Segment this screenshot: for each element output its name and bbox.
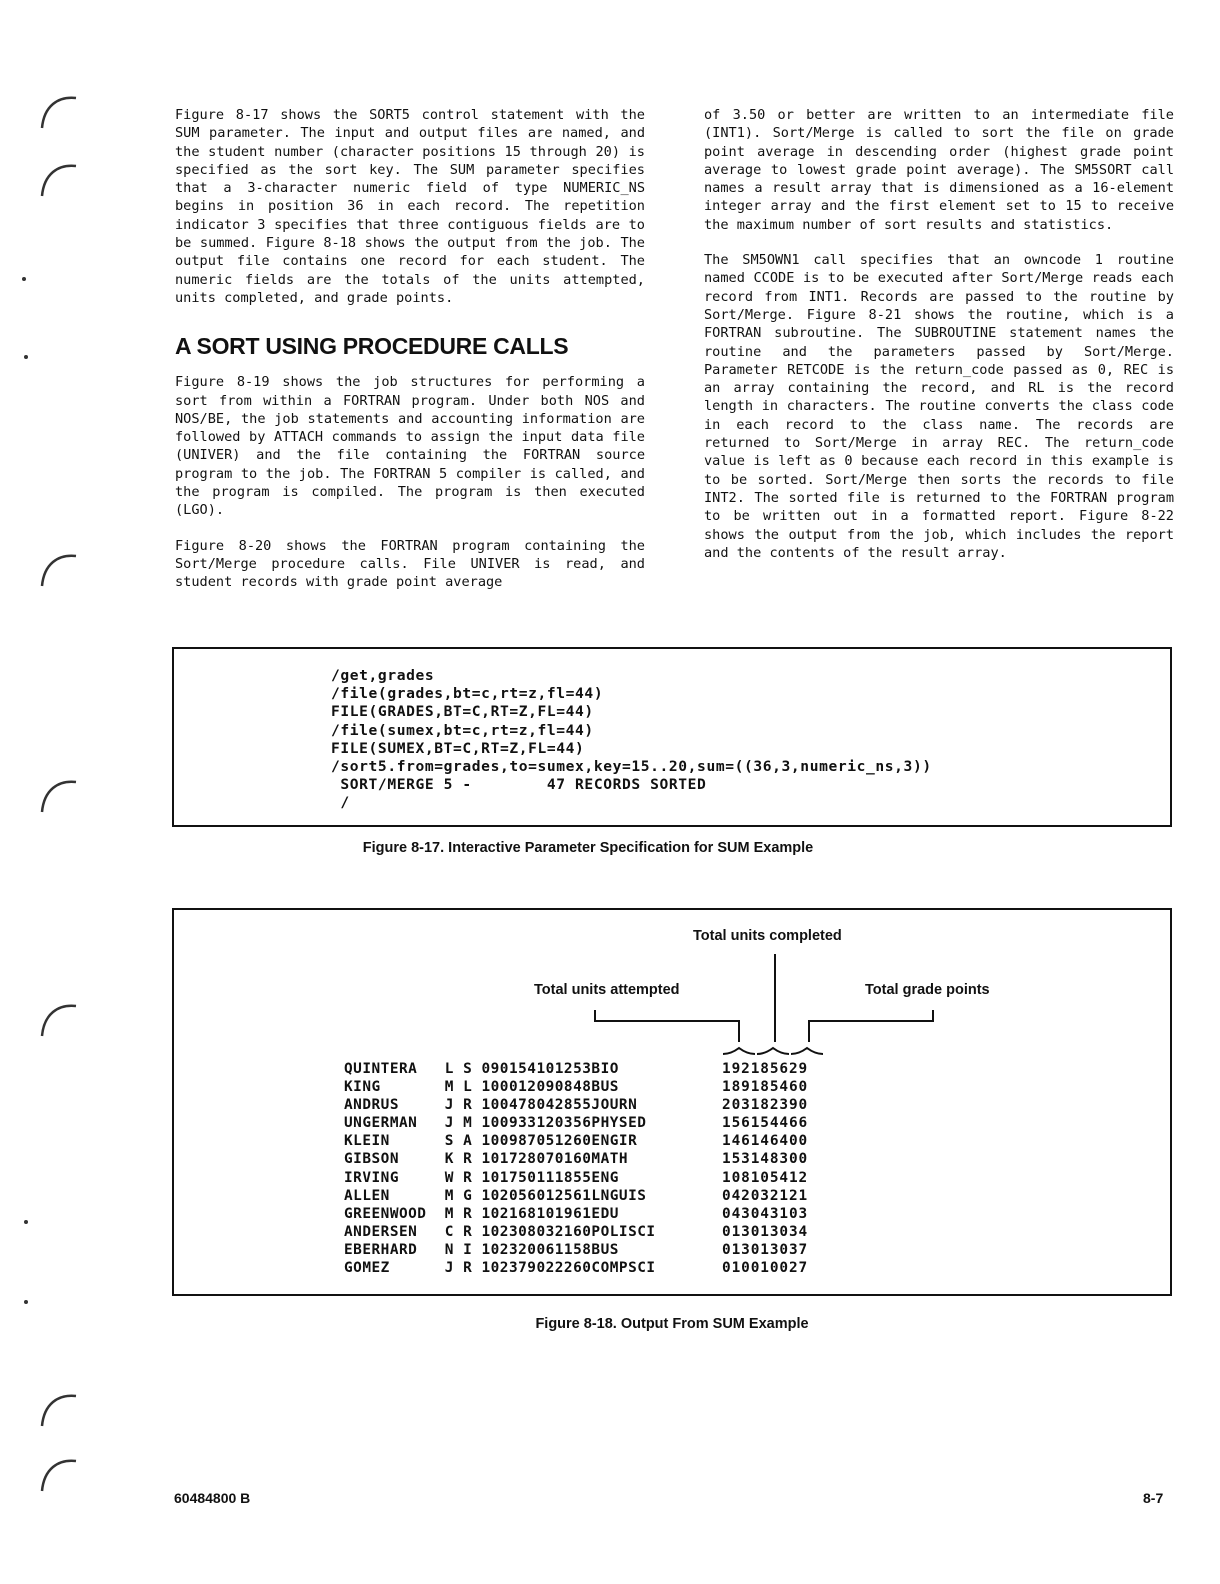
figure-8-18-box — [172, 908, 1172, 1296]
figure-8-18-caption: Figure 8-18. Output From SUM Example — [535, 1316, 809, 1332]
page-number: 8-7 — [1143, 1490, 1164, 1506]
document-number: 60484800 B — [174, 1490, 251, 1506]
scan-dot — [24, 1300, 28, 1304]
code-line: FILE(SUMEX,BT=C,RT=Z,FL=44) — [331, 739, 585, 757]
totals-value: 010010027 — [722, 1260, 809, 1277]
left-column — [175, 106, 645, 609]
totals-value: 189185460 — [722, 1079, 809, 1096]
label-grade-points: Total grade points — [865, 982, 990, 998]
section-heading: A SORT USING PROCEDURE CALLS — [175, 333, 569, 360]
binder-hole-mark — [36, 550, 80, 594]
binder-hole-mark — [36, 92, 80, 136]
totals-value: 013013037 — [722, 1241, 809, 1258]
record-row: QUINTERA L S 090154101253BIO — [344, 1061, 619, 1077]
body-paragraph: of 3.50 or better are written to an intermediate file (INT1). Sort/Merge is called to sort the file on grade point average in descending order (highest grade point average to lowest grade point average). The SM5SORT call names a result array that is dimensioned as a 16-element integer array and the first element set to 15 to receive the maximum number of sort results and statistics. — [704, 107, 1174, 233]
totals-value: 192185629 — [722, 1061, 809, 1077]
record-row: KING M L 100012090848BUS — [344, 1079, 619, 1096]
scan-dot — [22, 277, 26, 281]
totals-value: 153148300 — [722, 1151, 809, 1168]
leader-line-attempted — [594, 1020, 740, 1022]
field-braces — [722, 1046, 824, 1056]
record-row: ANDRUS J R 100478042855JOURN — [344, 1097, 638, 1114]
code-line: /file(grades,bt=c,rt=z,fl=44) — [331, 685, 604, 703]
body-paragraph: The SM5OWN1 call specifies that an owncode 1 routine named CCODE is to be executed after Sort/Merge reads each record from INT1. Records are passed to the routine by Sort/Merge. Figure 8-21 shows the routine, which is a FORTRAN subroutine. The SUBROUTINE statement names the routine and the parameters passed by Sort/Merge. Parameter RETCODE is the return_code passed as 0, REC is an array containing the record, and RL is the record length in characters. The routine converts the class code in each record to the class name. The records are returned to Sort/Merge in array REC. The return_code value is left as 0 because each record in this example is to be sorted. Sort/Merge then sorts the records to file INT2. The sorted file is returned to the FORTRAN program to be written out in a formatted report. Figure 8-22 shows the output from the job, which includes the report and the contents of the result array. — [704, 252, 1174, 561]
body-paragraph: Figure 8-19 shows the job structures for performing a sort from within a FORTRAN program. Under both NOS and NOS/BE, the job statements and accounting information are followed by ATTACH commands to assign the input data file (UNIVER) and the file containing the FORTRAN source program to the job. The FORTRAN 5 compiler is called, and the program is compiled. The program is then executed (LGO). — [175, 374, 645, 519]
leader-line-completed — [774, 954, 776, 1042]
code-line: /file(sumex,bt=c,rt=z,fl=44) — [331, 721, 594, 739]
label-units-attempted: Total units attempted — [534, 982, 680, 998]
record-row: UNGERMAN J M 100933120356PHYSED — [344, 1115, 647, 1132]
totals-value: 043043103 — [722, 1205, 809, 1222]
record-row: IRVING W R 101750111855ENG — [344, 1169, 619, 1186]
totals-list — [722, 1060, 808, 1277]
body-paragraph: Figure 8-20 shows the FORTRAN program containing the Sort/Merge procedure calls. File UNIVER is read, and student records with grade point average — [175, 537, 645, 591]
leader-line-grade — [808, 1020, 934, 1022]
code-line: /get,grades — [331, 667, 435, 684]
record-row: EBERHARD N I 102320061158BUS — [344, 1241, 619, 1258]
binder-hole-mark — [36, 1390, 80, 1434]
totals-value: 013013034 — [722, 1223, 809, 1240]
code-line: /sort5.from=grades,to=sumex,key=15..20,sum=((36,3,numeric_ns,3)) — [331, 758, 932, 776]
leader-line-grade — [808, 1020, 810, 1042]
record-row: ANDERSEN C R 102308032160POLISCI — [344, 1223, 656, 1240]
binder-hole-mark — [36, 1455, 80, 1499]
totals-value: 156154466 — [722, 1115, 809, 1132]
record-row: GIBSON K R 101728070160MATH — [344, 1151, 629, 1168]
record-row: KLEIN S A 100987051260ENGIR — [344, 1133, 638, 1150]
leader-line-attempted — [738, 1020, 740, 1042]
record-row: GREENWOOD M R 102168101961EDU — [344, 1205, 619, 1222]
code-line: SORT/MERGE 5 - 47 RECORDS SORTED — [331, 776, 707, 794]
record-row: GOMEZ J R 102379022260COMPSCI — [344, 1260, 656, 1277]
scan-dot — [24, 1220, 28, 1224]
scan-dot — [24, 355, 28, 359]
figure-8-17-caption: Figure 8-17. Interactive Parameter Specification for SUM Example — [362, 840, 814, 856]
record-list — [344, 1060, 656, 1277]
totals-value: 108105412 — [722, 1169, 809, 1186]
totals-value: 146146400 — [722, 1133, 809, 1150]
binder-hole-mark — [36, 1000, 80, 1044]
binder-hole-mark — [36, 160, 80, 204]
binder-hole-mark — [36, 776, 80, 820]
right-column — [704, 106, 1174, 579]
figure-8-17-box — [172, 647, 1172, 827]
totals-value: 042032121 — [722, 1187, 809, 1204]
code-line: / — [331, 794, 350, 812]
record-row: ALLEN M G 102056012561LNGUIS — [344, 1187, 647, 1204]
totals-value: 203182390 — [722, 1097, 809, 1114]
body-paragraph: Figure 8-17 shows the SORT5 control statement with the SUM parameter. The input and output files are named, and the student number (character positions 15 through 20) is specified as the sort key. The SUM parameter specifies that a 3-character numeric field of type NUMERIC_NS begins in position 36 in each record. The repetition indicator 3 specifies that three contiguous fields are to be summed. Figure 8-18 shows the output from the job. The output file contains one record for each student. The numeric fields are the totals of the units attempted, units completed, and grade points. — [175, 107, 645, 306]
code-line: FILE(GRADES,BT=C,RT=Z,FL=44) — [331, 703, 594, 721]
label-units-completed: Total units completed — [693, 928, 842, 944]
terminal-session — [331, 667, 932, 813]
